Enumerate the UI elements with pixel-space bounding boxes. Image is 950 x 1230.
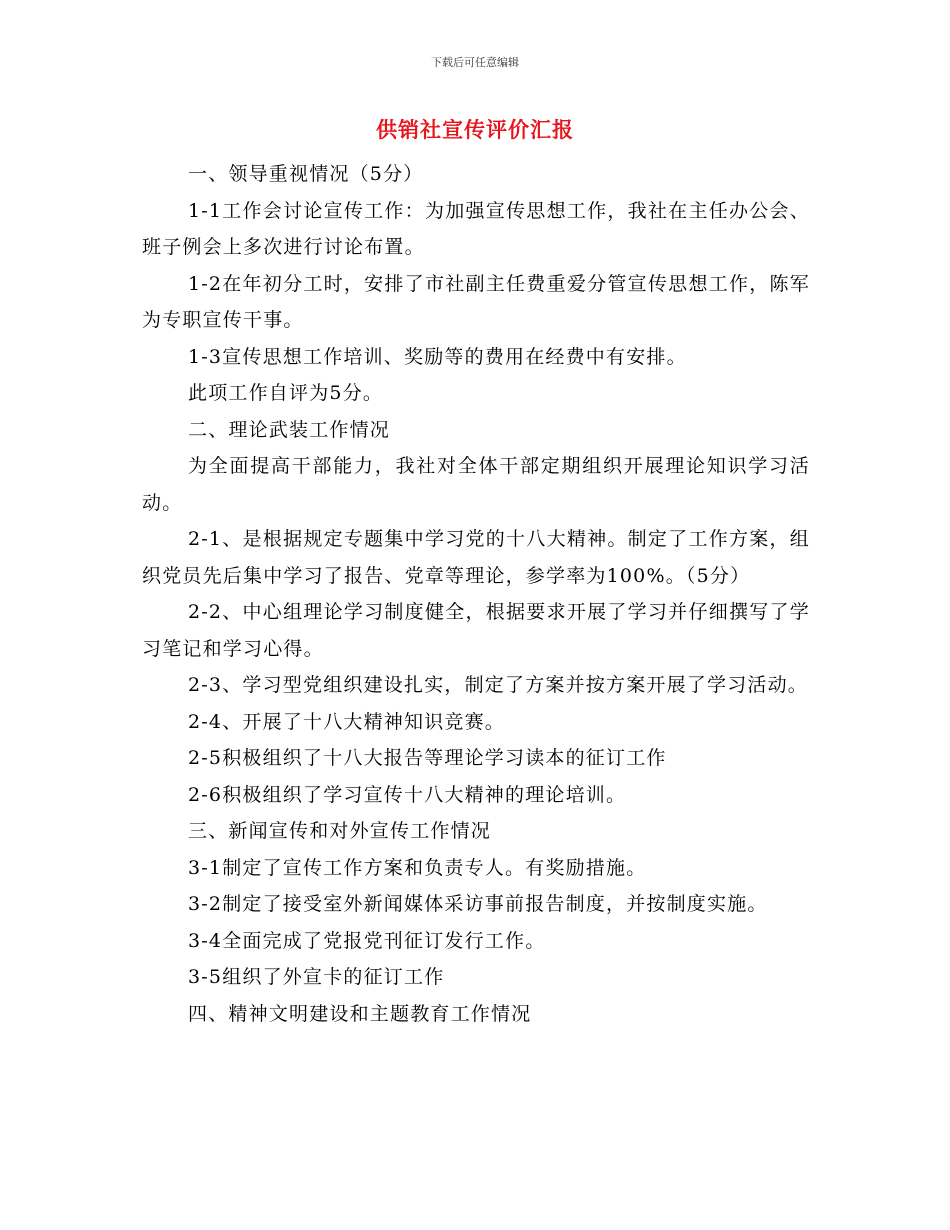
section-heading-3: 三、新闻宣传和对外宣传工作情况 xyxy=(188,820,492,842)
section-heading-2: 二、理论武装工作情况 xyxy=(188,418,391,441)
paragraph: 2-4、开展了十八大精神知识竞赛。 xyxy=(188,710,505,733)
document-title: 供销社宣传评价汇报 xyxy=(376,118,574,142)
paragraph: 此项工作自评为5分。 xyxy=(188,382,384,404)
paragraph: 2-5积极组织了十八大报告等理论学习读本的征订工作 xyxy=(188,747,667,769)
paragraph: 2-3、学习型党组织建设扎实，制定了方案并按方案开展了学习活动。 xyxy=(188,674,808,696)
paragraph: 1-2在年初分工时，安排了市社副主任费重爱分管宣传思想工作，陈军为专职宣传干事。 xyxy=(142,272,810,331)
paragraph: 1-3宣传思想工作培训、奖励等的费用在经费中有安排。 xyxy=(188,345,687,368)
paragraph: 2-2、中心组理论学习制度健全，根据要求开展了学习并仔细撰写了学习笔记和学习心得。 xyxy=(142,601,810,660)
document-body xyxy=(142,156,810,1032)
paragraph: 3-4全面完成了党报党刊征订发行工作。 xyxy=(188,929,546,952)
paragraph: 3-1制定了宣传工作方案和负责专人。有奖励措施。 xyxy=(188,856,647,879)
paragraph: 3-2制定了接受室外新闻媒体采访事前报告制度，并按制度实施。 xyxy=(188,893,768,915)
paragraph: 1-1工作会讨论宣传工作：为加强宣传思想工作，我社在主任办公会、班子例会上多次进行讨论布置。 xyxy=(142,199,810,258)
header-note: 下载后可任意编辑 xyxy=(431,56,519,69)
paragraph: 2-6积极组织了学习宣传十八大精神的理论培训。 xyxy=(188,783,627,806)
section-heading-1: 一、领导重视情况（5分） xyxy=(188,163,424,185)
section-heading-4: 四、精神文明建设和主题教育工作情况 xyxy=(188,1002,532,1025)
paragraph: 为全面提高干部能力，我社对全体干部定期组织开展理论知识学习活动。 xyxy=(142,455,810,514)
paragraph: 2-1、是根据规定专题集中学习党的十八大精神。制定了工作方案，组织党员先后集中学习了报告、党章等理论，参学率为100%。（5分） xyxy=(142,528,810,587)
paragraph: 3-5组织了外宣卡的征订工作 xyxy=(188,966,445,988)
